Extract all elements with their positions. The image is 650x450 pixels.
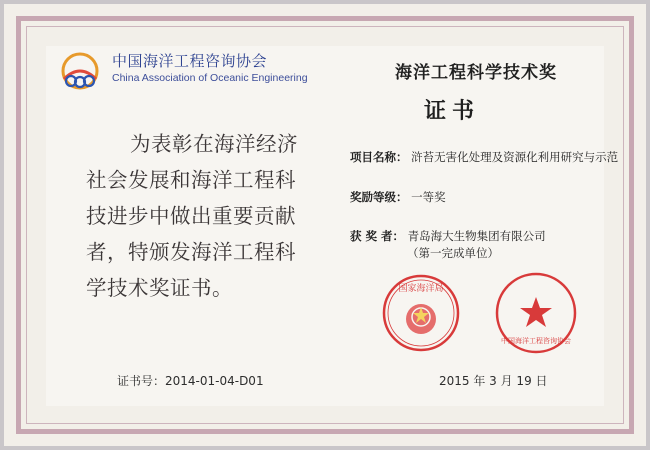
org-logo-icon: [56, 49, 104, 97]
grade-row: [350, 189, 446, 205]
org-logo-block: [48, 44, 308, 98]
issue-date: 2015 年 3 月 19 日: [439, 374, 548, 388]
association-seal-icon: [494, 271, 578, 355]
project-label: 项目名称：: [350, 150, 408, 164]
winner-row: [350, 228, 546, 244]
assoc-seal-text: 中国海洋工程咨询协会: [501, 337, 571, 345]
winner-value: 青岛海大生物集团有限公司: [407, 229, 546, 243]
state-seal-text: 国家海洋局: [398, 284, 444, 294]
certificate-title: 证书: [424, 99, 481, 124]
project-value: 浒苔无害化处理及资源化利用研究与示范: [411, 150, 619, 164]
certificate-number: 证书号：2014-01-04-D01: [117, 374, 264, 388]
unit-note: （第一完成单位）: [407, 246, 499, 260]
org-name-en: China Association of Oceanic Engineering: [112, 72, 308, 84]
citation-text: 为表彰在海洋经济社会发展和海洋工程科技进步中做出重要贡献者，特颁发海洋工程科学技术奖证书。: [86, 132, 298, 300]
state-oceanic-seal-icon: [381, 273, 461, 353]
project-row: [350, 149, 618, 165]
award-title: 海洋工程科学技术奖: [395, 63, 557, 83]
winner-label: 获 奖 者：: [350, 229, 405, 243]
grade-value: 一等奖: [411, 190, 446, 204]
org-name-cn: 中国海洋工程咨询协会: [112, 52, 268, 70]
grade-label: 奖励等级：: [350, 190, 408, 204]
